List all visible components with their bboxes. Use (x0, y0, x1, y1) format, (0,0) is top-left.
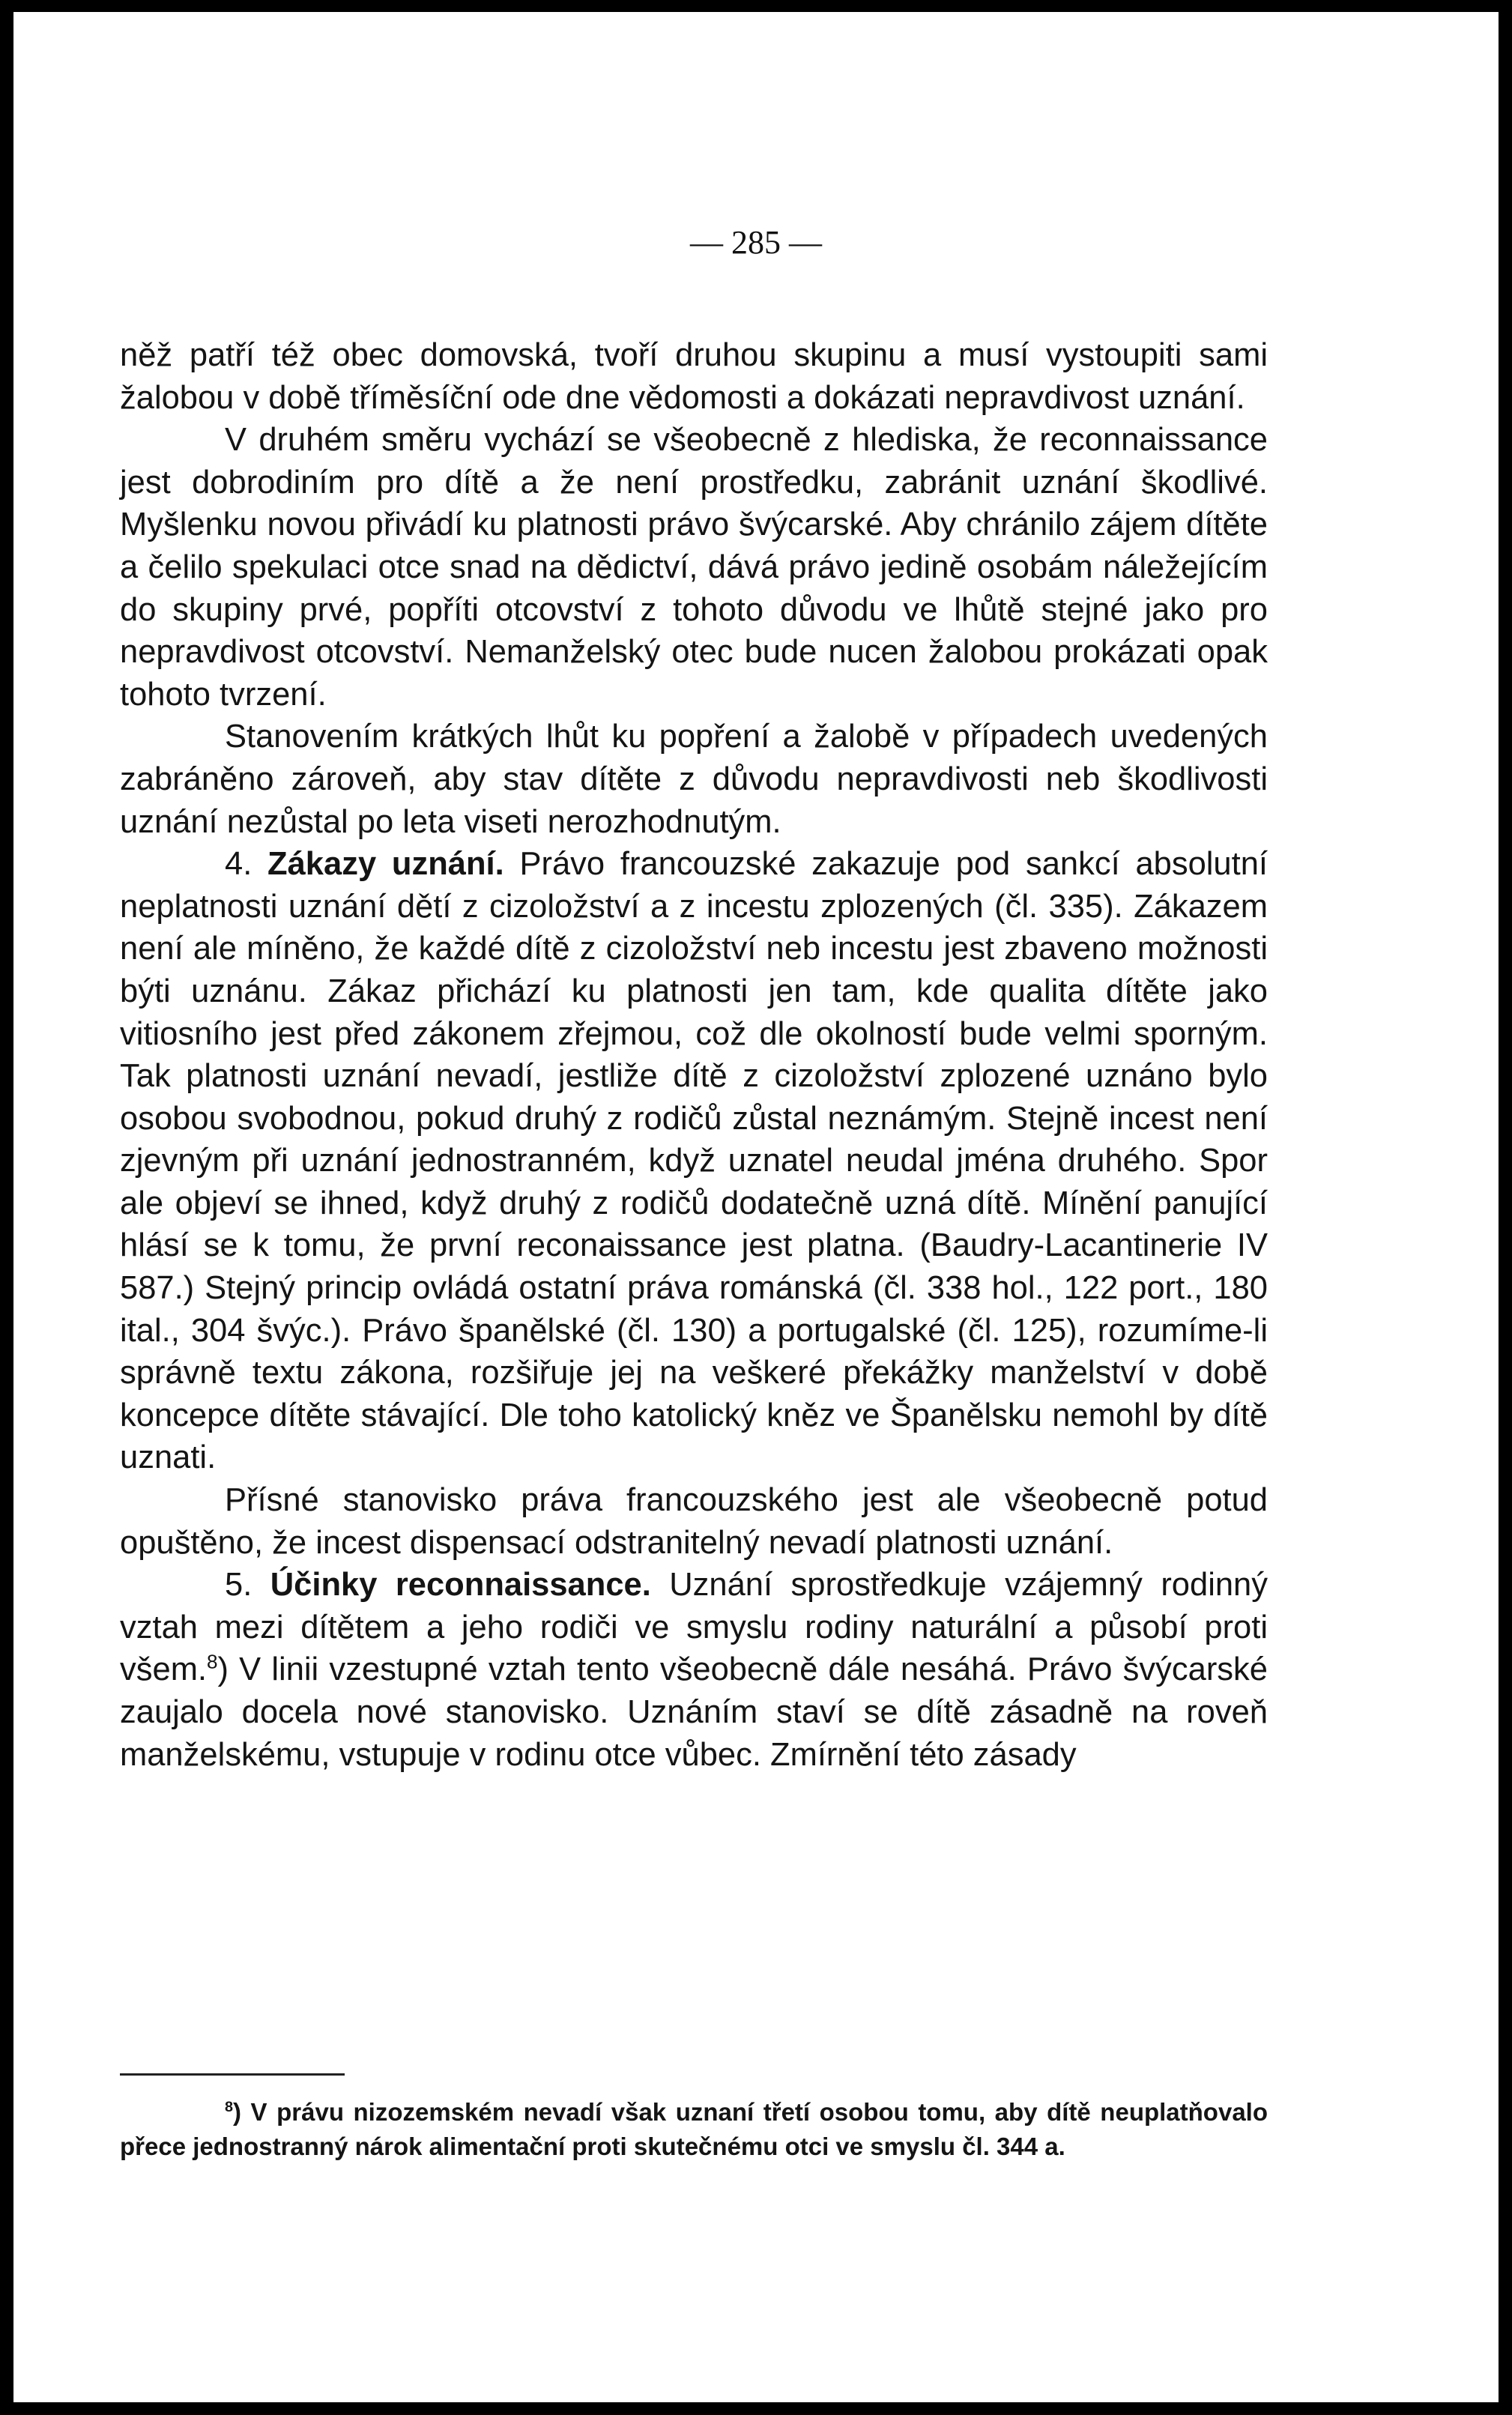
paragraph (120, 1479, 1268, 1564)
paragraph (120, 843, 1268, 1479)
paragraph-text: něž patří též obec domovská, tvoří druhou skupinu a musí vystoupiti sami žalobou v době tříměsíční ode dne vědomosti a dokázati nepravdivost uznání. (120, 337, 1268, 416)
section-heading: Zákazy uznání. (267, 846, 504, 883)
paragraph (120, 419, 1268, 716)
paragraph (120, 716, 1268, 843)
footnote-divider (120, 2073, 345, 2076)
paragraph (120, 1564, 1268, 1776)
footnote-text: ) V právu nizozemském nevadí však uznaní třetí osobou tomu, aby dítě neuplatňovalo přece jednostranný nárok alimentační proti skutečnému otci ve smyslu čl. 344 a. (120, 2098, 1268, 2160)
footnote-marker: 8 (225, 2099, 234, 2115)
paragraph-text: 4. (225, 846, 268, 883)
paragraph-text: Právo francouzské zakazuje pod sankcí absolutní neplatnosti uznání dětí z cizoložství a z incestu zplozených (čl. 335). Zákazem není ale míněno, že každé dítě z cizoložství neb incestu jest zbaveno možnosti býti uznánu. Zákaz přichází ku platnosti jen tam, kde qualita dítěte jako vitiosního jest před zákonem zřejmou, což dle okolností bude velmi sporným. Tak platnosti uznání nevadí, jestliže dítě z cizoložství zplozené uznáno bylo osobou svobodnou, pokud druhý z rodičů zůstal neznámým. Stejně incest není zjevným při uznání jednostranném, když uznatel neudal jména druhého. Spor ale objeví se ihned, když druhý z rodičů dodatečně uzná dítě. Mínění panující hlásí se k tomu, že první reconaissance jest platna. (Baudry-Lacantinerie IV 587.) Stejný princip ovládá ostatní práva románská (čl. 338 hol., 122 port., 180 ital., 304 švýc.). Právo španělské (čl. 130) a portugalské (čl. 125), rozumíme-li správně textu zákona, rozšiřuje jej na veškeré překážky manželství v době koncepce dítěte stávající. Dle toho katolický kněz ve Španělsku nemohl by dítě uznati. (120, 846, 1268, 1476)
footnote-reference: 8 (207, 1650, 218, 1673)
page-number: — 285 — (690, 224, 822, 261)
paragraph-text: Přísné stanovisko práva francouzského jest ale všeobecně potud opuštěno, že incest dispensací odstranitelný nevadí platnosti uznání. (120, 1482, 1268, 1561)
document-page (13, 12, 1499, 2402)
paragraph-text: V druhém směru vychází se všeobecně z hlediska, že reconnaissance jest dobrodiním pro dítě a že není prostředku, zabránit uznání škodlivé. Myšlenku novou přivádí ku platnosti právo švýcarské. Aby chránilo zájem dítěte a čelilo spekulaci otce snad na dědictví, dává právo jedině osobám náležejícím do skupiny prvé, popříti otcovství z tohoto důvodu ve lhůtě stejné jako pro nepravdivost otcovství. Nemanželský otec bude nucen žalobou prokázati opak tohoto tvrzení. (120, 422, 1268, 713)
paragraph-text: ) V linii vzestupné vztah tento všeobecně dále nesáhá. Právo švýcarské zaujalo docela nové stanovisko. Uznáním staví se dítě zásadně na roveň manželskému, vstupuje v rodinu otce vůbec. Zmírnění této zásady (120, 1651, 1268, 1773)
footnote (120, 2095, 1268, 2164)
section-heading: Účinky reconnaissance. (270, 1567, 651, 1604)
paragraph-text: 5. (225, 1567, 270, 1604)
paragraph-text: Stanovením krátkých lhůt ku popření a žalobě v případech uvedených zabráněno zároveň, aby stav dítěte z důvodu nepravdivosti neb škodlivosti uznání nezůstal po leta viseti nerozhodnutým. (120, 719, 1268, 840)
paragraph-text: Uznání sprostředkuje vzájemný rodinný vztah mezi dítětem a jeho rodiči ve smyslu rodiny naturální a působí proti všem. (120, 1567, 1268, 1688)
body-text (120, 334, 1268, 1776)
paragraph (120, 334, 1268, 419)
